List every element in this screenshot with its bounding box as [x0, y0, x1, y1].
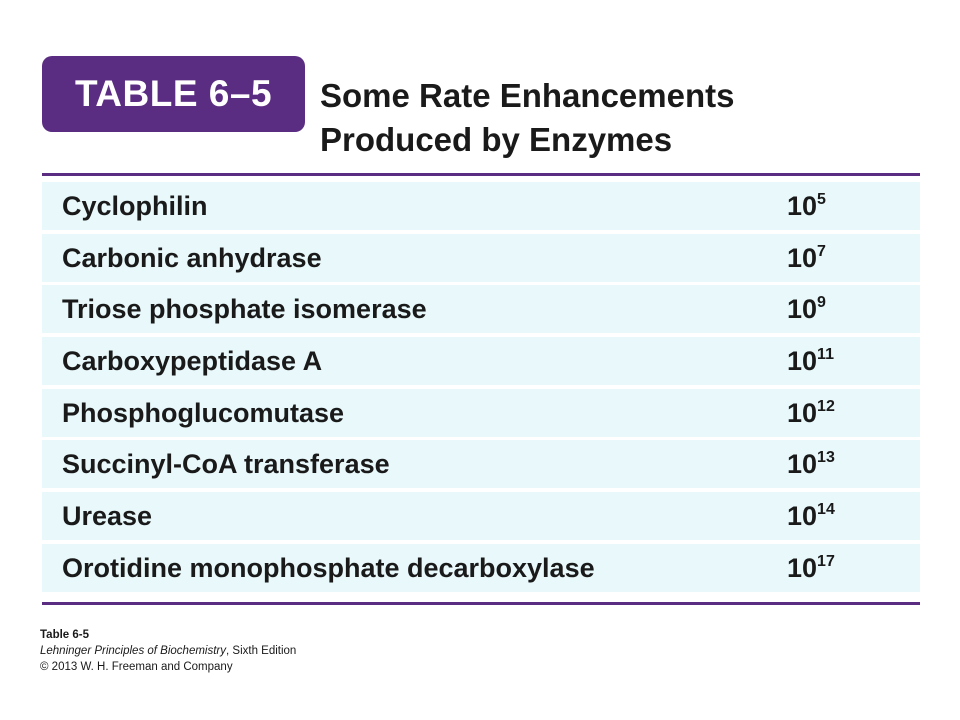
enzyme-name: Cyclophilin [62, 191, 208, 221]
title-line-1: Some Rate Enhancements [320, 77, 735, 114]
figure-caption [40, 627, 296, 675]
table-row [42, 492, 920, 540]
caption-copyright: © 2013 W. H. Freeman and Company [40, 661, 233, 673]
rate-exponent: 9 [817, 294, 826, 312]
rate-base: 10 [787, 397, 818, 428]
table-label-badge: TABLE 6–5 [42, 56, 305, 132]
rate-base: 10 [787, 346, 818, 377]
rate-enhancement [787, 234, 826, 282]
enzyme-table [42, 182, 920, 596]
page-title [320, 74, 880, 162]
rate-base: 10 [787, 449, 818, 480]
caption-edition: , Sixth Edition [226, 645, 297, 657]
enzyme-name: Carbonic anhydrase [62, 242, 322, 273]
rate-exponent: 12 [817, 397, 835, 415]
caption-book-title: Lehninger Principles of Biochemistry [40, 645, 227, 657]
table-row [42, 440, 920, 488]
caption-source [40, 643, 296, 659]
enzyme-name: Succinyl-CoA transferase [62, 449, 390, 480]
enzyme-name: Phosphoglucomutase [62, 397, 345, 428]
rate-enhancement [787, 182, 826, 230]
table-row [42, 285, 920, 333]
table-row [42, 544, 920, 592]
table-top-rule [42, 173, 920, 176]
rate-enhancement [787, 337, 834, 385]
enzyme-name: Carboxypeptidase A [62, 346, 323, 377]
rate-exponent: 13 [817, 449, 835, 467]
rate-enhancement [787, 440, 835, 488]
enzyme-name: Orotidine monophosphate decarboxylase [62, 552, 595, 583]
caption-label: Table 6-5 [40, 629, 89, 641]
rate-enhancement [787, 492, 835, 540]
enzyme-name: Triose phosphate isomerase [62, 294, 427, 325]
rate-base: 10 [787, 501, 818, 532]
rate-enhancement [787, 285, 826, 333]
rate-base: 10 [787, 242, 818, 273]
table-row [42, 182, 920, 230]
table-row [42, 389, 920, 437]
rate-exponent: 5 [817, 191, 826, 208]
rate-base: 10 [787, 294, 818, 325]
rate-exponent: 14 [817, 501, 835, 519]
table-row [42, 234, 920, 282]
table-row [42, 337, 920, 385]
rate-exponent: 11 [817, 346, 834, 364]
enzyme-name: Urease [62, 501, 153, 532]
rate-base: 10 [787, 552, 818, 583]
rate-base: 10 [787, 191, 818, 221]
rate-exponent: 7 [817, 242, 826, 260]
rate-exponent: 17 [817, 552, 835, 570]
rate-enhancement [787, 544, 835, 592]
title-line-2: Produced by Enzymes [320, 121, 673, 158]
table-bottom-rule [42, 602, 920, 605]
rate-enhancement [787, 389, 835, 437]
